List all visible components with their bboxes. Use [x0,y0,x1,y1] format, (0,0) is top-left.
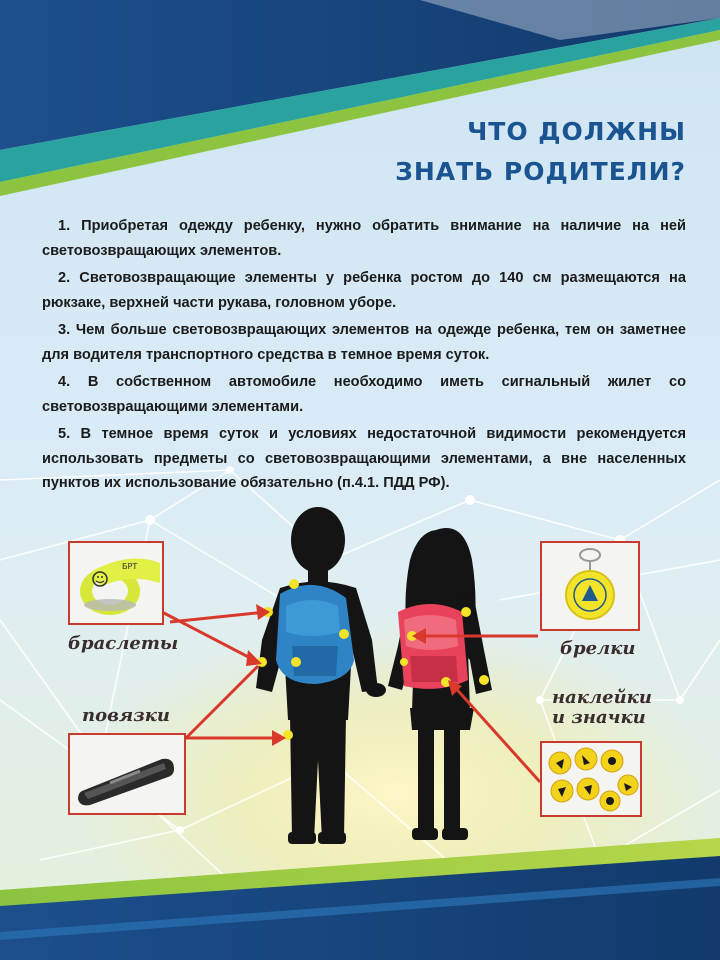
advice-list [42,214,686,499]
holding-hands [366,683,386,697]
list-item-4 [42,370,686,419]
girl-backpack [398,604,468,689]
item-number: 1. [58,218,71,234]
stickers-icon [542,743,640,815]
title-line-2: ЗНАТЬ РОДИТЕЛИ? [395,157,686,186]
title-line-1: ЧТО ДОЛЖНЫ [467,117,686,146]
bracelet-photo [68,541,164,625]
item-number: 3. [58,322,71,338]
keychain-photo [540,541,640,631]
item-number: 4. [58,374,71,390]
item-number: 2. [58,270,71,286]
list-item-5 [42,422,686,496]
list-item-3 [42,318,686,367]
item-text: В темное время суток и условиях недостаточной видимости рекомендуется использовать предметы со световозвращающими элементами, а вне населенных пунктов их использование обязательно (п.4.1. ПДД РФ). [42,426,687,491]
list-item-1 [42,214,686,263]
item-text: В собственном автомобиле необходимо иметь сигнальный жилет со световозвращающими элементами. [42,374,686,415]
stickers-photo [540,741,642,817]
armband-photo [68,733,186,815]
item-text: Чем больше световозвращающих элементов на одежде ребенка, тем он заметнее для водителя транспортного средства в темное время суток. [42,322,687,363]
slap-bracelet-icon [70,543,162,623]
stickers-caption-line-2: и значки [552,707,646,728]
list-item-2 [42,266,686,315]
keychain-icon [542,543,638,629]
item-text: Приобретая одежду ребенку, нужно обратить внимание на наличие на ней световозвращающих элементов. [42,218,686,259]
bracelet-print: БРТ [122,562,138,571]
item-number: 5. [58,426,71,442]
bracelets-caption: браслеты [68,633,179,654]
keychains-caption: брелки [560,638,636,659]
armband-icon [70,735,184,813]
stickers-caption [552,688,652,728]
stickers-caption-line-1: наклейки [552,687,652,708]
armbands-caption: повязки [82,705,170,726]
page-title [395,112,686,192]
item-text: Световозвращающие элементы у ребенка ростом до 140 см размещаются на рюкзаке, верхней части рукава, головном уборе. [42,270,686,311]
